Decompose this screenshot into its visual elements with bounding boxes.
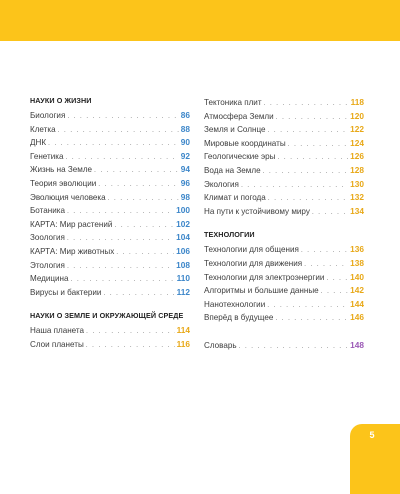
toc-entry-title: Медицина — [30, 274, 69, 284]
page-corner-tab — [350, 424, 400, 494]
toc-dot-leader — [321, 285, 348, 299]
toc-entry-page: 144 — [350, 298, 364, 309]
toc-dot-leader — [263, 165, 349, 179]
toc-entry-page: 86 — [180, 110, 190, 120]
toc-entry-page: 88 — [180, 123, 190, 134]
toc-entry-title: Вирусы и бактерии — [30, 287, 102, 297]
toc-entry[interactable] — [30, 177, 190, 191]
toc-entry-page: 136 — [350, 244, 364, 255]
toc-entry-page: 122 — [350, 124, 364, 135]
toc-entry-title: КАРТА: Мир растений — [30, 219, 113, 229]
toc-entry-title: Генетика — [30, 151, 64, 161]
toc-entry-page: 100 — [176, 205, 190, 216]
toc-entry-title: Клетка — [30, 124, 56, 134]
toc-entry[interactable] — [204, 164, 364, 178]
toc-entry[interactable] — [30, 204, 190, 218]
toc-entry-title: Технологии для движения — [204, 258, 303, 268]
section-title-life-sciences: НАУКИ О ЖИЗНИ — [30, 96, 92, 105]
toc-entry-page: 120 — [350, 110, 364, 121]
toc-entry-title: Мировые координаты — [204, 138, 286, 148]
toc-dot-leader — [275, 312, 348, 326]
toc-entry[interactable] — [204, 298, 364, 312]
toc-entry[interactable] — [30, 109, 190, 123]
toc-entry[interactable] — [30, 191, 190, 205]
toc-entry-title: Вода на Земле — [204, 165, 261, 175]
section-title-earth-sciences: НАУКИ О ЗЕМЛЕ И ОКРУЖАЮЩЕЙ СРЕДЕ — [30, 311, 184, 321]
toc-entry-title: Этология — [30, 260, 65, 270]
toc-entry-title: Вперёд в будущее — [204, 313, 274, 323]
toc-entry-title: Жизнь на Земле — [30, 165, 93, 175]
toc-entry[interactable] — [30, 259, 190, 273]
toc-entry-page: 112 — [176, 286, 190, 297]
toc-dot-leader — [277, 151, 348, 165]
toc-entry-page: 118 — [350, 97, 364, 107]
top-color-band — [0, 0, 400, 41]
earth-sciences-list — [30, 324, 190, 351]
toc-entry[interactable] — [30, 231, 190, 245]
toc-dot-leader — [67, 260, 174, 274]
toc-entry[interactable] — [204, 110, 364, 124]
toc-entry-title: Нанотехнологии — [204, 299, 266, 309]
toc-entry-page: 104 — [176, 232, 190, 243]
toc-dot-leader — [98, 178, 178, 192]
toc-entry-page: 90 — [180, 137, 190, 148]
toc-entry-page: 124 — [350, 137, 364, 148]
toc-entry[interactable] — [204, 150, 364, 164]
toc-dot-leader — [71, 273, 175, 287]
toc-entry-page: 138 — [350, 257, 364, 268]
toc-left-column — [30, 96, 190, 352]
toc-entry-title: Атмосфера Земли — [204, 111, 274, 121]
toc-dot-leader — [66, 151, 179, 165]
toc-dot-leader — [116, 246, 174, 260]
toc-entry-page: 126 — [350, 151, 364, 162]
toc-dot-leader — [288, 138, 349, 152]
toc-entry-title: Теория эволюции — [30, 178, 97, 188]
toc-entry[interactable] — [204, 257, 364, 271]
toc-right-column — [204, 96, 364, 353]
toc-entry[interactable] — [30, 136, 190, 150]
toc-dot-leader — [312, 206, 348, 220]
toc-entry-page: 132 — [350, 192, 364, 203]
toc-dot-leader — [239, 340, 349, 354]
toc-dot-leader — [304, 258, 348, 272]
toc-entry-title: Эволюция человека — [30, 192, 106, 202]
toc-entry-page: 102 — [176, 218, 190, 229]
toc-entry-page: 148 — [350, 339, 364, 350]
toc-dot-leader — [268, 192, 348, 206]
toc-entry-title: Биология — [30, 111, 66, 120]
toc-entry[interactable] — [204, 311, 364, 325]
toc-entry-page: 110 — [176, 273, 190, 284]
toc-entry-page: 96 — [180, 177, 190, 188]
earth-sciences-continued-list — [204, 96, 364, 218]
toc-dot-leader — [67, 110, 178, 124]
toc-entry-glossary[interactable] — [204, 339, 364, 353]
toc-entry-page: 106 — [176, 245, 190, 256]
section-title-technologies: ТЕХНОЛОГИИ — [204, 230, 255, 240]
toc-dot-leader — [94, 164, 179, 178]
page-number: 5 — [369, 430, 375, 440]
toc-entry-page: 108 — [176, 259, 190, 270]
toc-entry[interactable] — [30, 272, 190, 286]
toc-dot-leader — [268, 124, 349, 138]
toc-entry[interactable] — [30, 163, 190, 177]
toc-entry[interactable] — [204, 96, 364, 110]
toc-entry-title: Тектоника плит — [204, 98, 262, 107]
toc-dot-leader — [103, 287, 174, 301]
toc-entry-title: Земля и Солнце — [204, 125, 266, 135]
toc-dot-leader — [86, 325, 175, 339]
toc-entry-title: Зоология — [30, 233, 65, 243]
toc-entry[interactable] — [30, 324, 190, 338]
toc-entry-page: 114 — [176, 325, 190, 336]
toc-entry[interactable] — [30, 218, 190, 232]
toc-dot-leader — [67, 232, 174, 246]
toc-entry-title: КАРТА: Мир животных — [30, 246, 115, 256]
toc-entry-title: Алгоритмы и большие данные — [204, 286, 319, 296]
toc-entry[interactable] — [30, 245, 190, 259]
toc-entry[interactable] — [30, 286, 190, 300]
toc-entry-page: 98 — [180, 191, 190, 202]
life-sciences-list — [30, 109, 190, 299]
toc-dot-leader — [48, 137, 179, 151]
toc-dot-leader — [114, 219, 174, 233]
toc-entry-title: ДНК — [30, 138, 47, 148]
toc-entry[interactable] — [204, 123, 364, 137]
toc-entry-page: 134 — [350, 205, 364, 216]
toc-entry-page: 116 — [176, 338, 190, 349]
toc-entry-title: Геологические эры — [204, 152, 276, 162]
toc-dot-leader — [58, 124, 179, 138]
toc-dot-leader — [241, 179, 348, 193]
toc-dot-leader — [108, 192, 179, 206]
toc-entry-page: 130 — [350, 178, 364, 189]
toc-entry-title: Наша планета — [30, 326, 85, 336]
toc-dot-leader — [67, 205, 174, 219]
toc-entry[interactable] — [204, 205, 364, 219]
toc-entry-page: 142 — [350, 285, 364, 296]
toc-entry-title: Технологии для общения — [204, 245, 299, 255]
toc-dot-leader — [86, 339, 175, 353]
toc-entry-page: 146 — [350, 312, 364, 323]
toc-entry[interactable] — [204, 137, 364, 151]
toc-entry-page: 140 — [350, 271, 364, 282]
toc-entry-page: 94 — [180, 164, 190, 175]
technologies-list — [204, 243, 364, 325]
toc-dot-leader — [326, 272, 348, 286]
toc-entry[interactable] — [30, 150, 190, 164]
toc-entry[interactable] — [204, 178, 364, 192]
toc-entry[interactable] — [30, 338, 190, 352]
toc-dot-leader — [301, 244, 348, 258]
toc-dot-leader — [267, 299, 348, 313]
toc-entry[interactable] — [204, 271, 364, 285]
toc-dot-leader — [264, 97, 349, 111]
toc-entry-title: Словарь — [204, 340, 237, 350]
toc-entry-title: Климат и погода — [204, 193, 266, 203]
toc-entry[interactable] — [204, 243, 364, 257]
toc-entry-title: Слои планеты — [30, 339, 84, 349]
toc-entry-title: Технологии для электроэнергии — [204, 272, 325, 282]
toc-dot-leader — [276, 111, 349, 125]
toc-entry[interactable] — [30, 123, 190, 137]
toc-entry-title: Ботаника — [30, 206, 65, 216]
toc-entry-title: Экология — [204, 179, 239, 189]
toc-entry[interactable] — [204, 284, 364, 298]
toc-entry-title: На пути к устойчивому миру — [204, 206, 310, 216]
toc-entry-page: 128 — [350, 164, 364, 175]
toc-entry[interactable] — [204, 191, 364, 205]
toc-entry-page: 92 — [180, 150, 190, 161]
